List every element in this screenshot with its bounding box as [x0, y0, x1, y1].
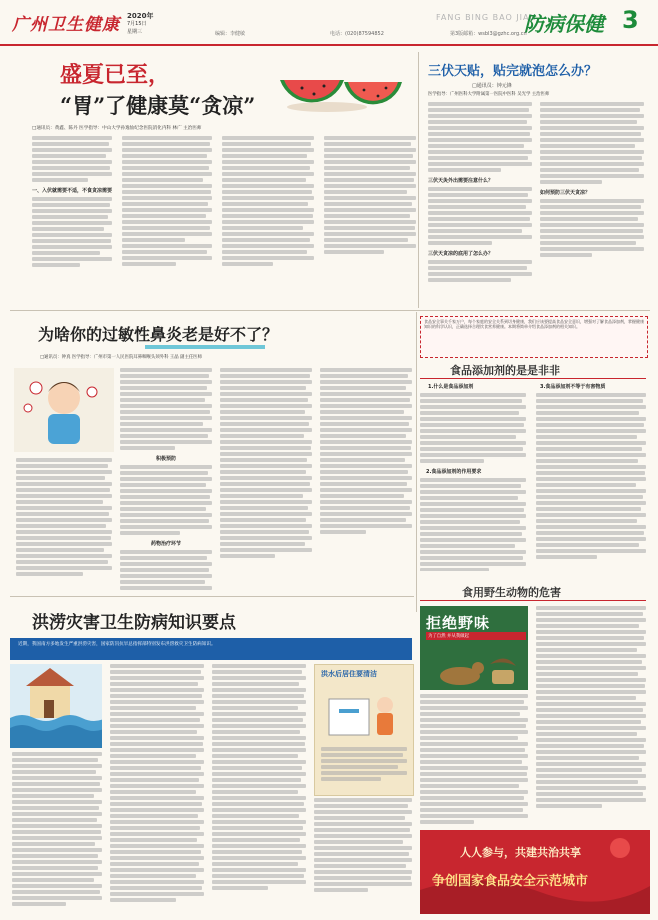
- section-title: 防病保健: [524, 12, 604, 36]
- divider-horizontal-1: [10, 310, 650, 311]
- article6-column-2: [110, 664, 204, 912]
- article-sanfu: [422, 50, 650, 310]
- article3-title: 为啥你的过敏性鼻炎老是好不了？: [38, 325, 279, 344]
- article1-column-4: [324, 136, 416, 306]
- masthead-weekday: 星期三: [127, 29, 143, 35]
- article2-title: 三伏天贴，贴完就泡怎么办？: [428, 64, 598, 79]
- masthead-date-year: 2020年: [127, 12, 154, 20]
- masthead-logo: 广州卫生健康: [12, 15, 120, 35]
- article1-body-col1: [32, 136, 112, 184]
- flood-image-caption: 洪水后居住要清洁: [321, 670, 377, 678]
- article6-title: 洪涝灾害卫生防病知识要点: [32, 613, 236, 633]
- masthead: [0, 0, 658, 45]
- wildlife-poster: [420, 606, 528, 690]
- masthead-pinyin: FANG BING BAO JIAN: [436, 13, 537, 22]
- article5-column-1: [420, 694, 528, 824]
- article3-column-1: [16, 458, 112, 590]
- article-rhinitis: [10, 312, 414, 594]
- article2-column-2: [540, 102, 644, 307]
- masthead-divider: [0, 44, 658, 46]
- article5-title-rule: [420, 600, 646, 601]
- divider-horizontal-2: [10, 596, 414, 597]
- article1-title-line2: “胃”了健康莫“贪凉”: [60, 93, 256, 118]
- article-flood: [10, 598, 414, 916]
- article4-title: 食品添加剂的是是非非: [450, 364, 560, 377]
- article1-heading1: 一、入伏就需要不适，不食贪凉需要: [32, 188, 112, 194]
- article2-q1: 三伏天灸外出需要注意什么？: [428, 178, 494, 184]
- article3-column-2: [120, 368, 212, 590]
- article6-column-3: [212, 664, 306, 912]
- article2-doctor: 医学指导：广州医科大学附属第一医院中医科 吴光学 主治医师: [428, 92, 550, 97]
- article3-title-underline: [145, 345, 265, 349]
- article4-column-1: [420, 383, 526, 571]
- poster-main-text: 拒绝野味: [426, 614, 491, 632]
- article-food-additives: [420, 312, 650, 574]
- article6-intro-bar: [10, 638, 412, 660]
- article2-q3: 三伏天贪凉的底用了怎么办？: [428, 251, 494, 257]
- article1-byline: □通讯员：黄鑫、陈丹 医学指导：中山大学孙逸仙纪念医院消化内科 林广 主治医师: [32, 126, 202, 131]
- page-number: 3: [622, 6, 639, 34]
- article5-column-2: [536, 606, 646, 824]
- article-summer-stomach: [10, 50, 420, 310]
- article1-title-line1: 盛夏已至，: [60, 62, 171, 88]
- article4-intro: 食品安全事关千家万户，每个家庭的安全关系到切身健康，我们应该要提高食品安全意识，增强对了解食品添加剂，掌握健康知识的科学认识，正确选择合理饮食营养健康。本期将简单介绍食品添加剂的相关知识。: [424, 319, 644, 330]
- article3-heading1: 积极预防: [155, 456, 176, 462]
- article3-heading2: 药物治疗环节: [150, 541, 181, 547]
- sneezing-illustration: [14, 368, 114, 452]
- article6-intro: 近期，我国南方多地发生严重洪涝灾害，国家防汛抗旱总指挥部特别发布洪涝救灾卫生防病知识。: [18, 642, 216, 647]
- article4-h2: 2.食品添加剂的作用要求: [426, 469, 482, 475]
- masthead-email: 第3版邮箱：wsbl3@gzhc.org.cn: [450, 31, 527, 37]
- article3-column-4: [320, 368, 412, 590]
- flood-cleanup-image: [314, 664, 414, 796]
- ad-line1: 人人参与，共建共治共享: [460, 846, 581, 859]
- article3-byline: □通讯员：钟真 医学指导：广州市第一人民医院耳鼻咽喉头颈外科 王晶 副主任医师: [40, 355, 203, 360]
- article1-column-3: [222, 136, 314, 306]
- flood-illustration: [10, 664, 102, 748]
- article4-title-rule: [420, 378, 646, 379]
- article3-column-3: [220, 368, 312, 590]
- article4-column-2: [536, 383, 646, 571]
- article4-intro-box: [420, 316, 648, 358]
- article6-column-4: [314, 798, 412, 912]
- article6-column-1: [12, 752, 102, 912]
- article5-title: 食用野生动物的危害: [462, 586, 561, 599]
- article-wild-animals: [420, 576, 650, 826]
- watermelon-illustration: [272, 52, 412, 114]
- article2-column-1: [428, 102, 532, 307]
- article4-h3: 3.食品添加剂不等于有害物质: [540, 384, 606, 390]
- article1-column-1: [32, 136, 112, 306]
- divider-vertical-top: [418, 52, 419, 308]
- article2-q2: 如何预防三伏天贪凉？: [540, 190, 591, 196]
- ad-line2: 争创国家食品安全示范城市: [432, 874, 589, 889]
- article2-byline: □通讯员：钟元锋: [472, 83, 512, 89]
- article1-column-2: [122, 136, 212, 306]
- poster-sub-text: 为了自然 并从我做起: [426, 632, 526, 640]
- divider-vertical-mid: [416, 312, 417, 612]
- article4-h1: 1.什么是食品添加剂: [428, 384, 474, 390]
- food-safety-ad: [420, 830, 650, 914]
- masthead-phone: 电话：(020)87594852: [330, 31, 384, 37]
- masthead-date-day: 7月15日: [127, 21, 147, 27]
- masthead-editor: 编辑：李健敏: [215, 31, 246, 37]
